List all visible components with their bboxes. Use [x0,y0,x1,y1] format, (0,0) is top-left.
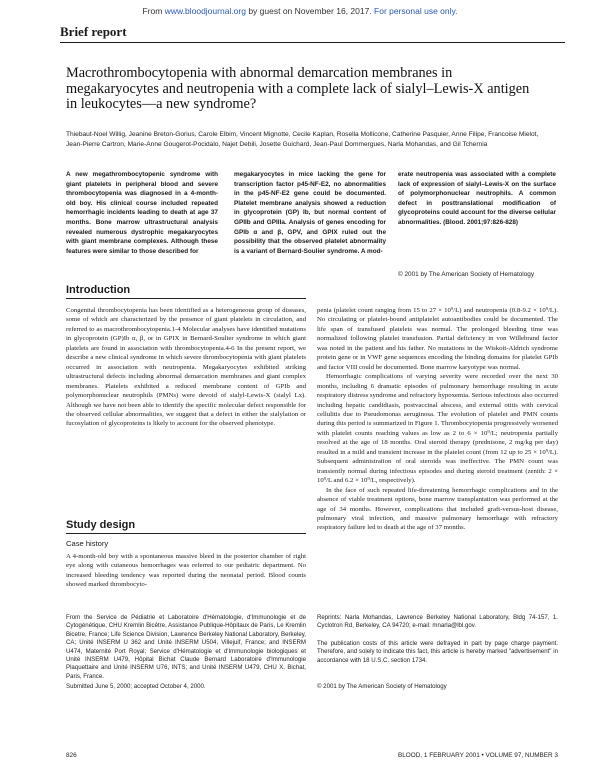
journal-issue: BLOOD, 1 FEBRUARY 2001 • VOLUME 97, NUMBER 3 [397,752,558,759]
article-title: Macrothrombocytopenia with abnormal demarcation membranes in megakaryocytes and neutropenia with a complete lack of sialyl–Lewis-X antigen in leukocytes—a new syndrome? [66,65,530,112]
study-heading: Study design [66,519,136,531]
abstract-column-3: erate neutropenia was associated with a complete lack of expression of sialyl–Lewis-X on the surface of polymorphonuclear neutrophils. A common defect in posttranslational modification of glycoproteins could account for the diverse cellular abnormalities. (Blood. 2001;97:826-828) [398,171,556,226]
intro-heading-rule [66,298,306,299]
intro-heading: Introduction [66,284,131,296]
submission-dates: Submitted June 5, 2000; accepted October 4, 2000. [66,683,206,690]
reprints-footnote: Reprints: Narla Mohandas, Lawrence Berkeley National Laboratory, Bldg 74-157, 1. Cyclotron Rd, Berkeley, CA 94720; e-mail: mnarla@lbl.gov. [317,614,558,630]
case-history-heading: Case history [66,539,109,548]
case-history-text [66,552,306,590]
right-column-text [317,306,558,533]
case-history-paragraph: A 4-month-old boy with a spontaneous massive bleed in the posterior chamber of right eye along with cutaneous hemorrhages was referred to our pediatric department. No increased bleeding tendency was reported during the neonatal period. Blood counts showed marked thrombocyto- [66,553,306,589]
study-heading-rule [66,533,306,534]
personal-use-note: For personal use only. [374,6,458,16]
page-number: 826 [66,752,77,759]
intro-text [66,306,306,429]
download-notice [0,6,600,16]
download-notice-prefix: From [142,6,165,16]
right-paragraph-3: In the face of such repeated life-threatening hemorrhagic complications and in the absence of viable treatment options, bone marrow transplantation was performed at the age of 34 months. However, complications that included graft-versus-host disease, pulmonary viral infection, and massive pulmonary hemorrhage with refractory respiratory failure led to death at the age of 37 months. [317,486,558,532]
abstract-column-1: A new megathrombocytopenic syndrome with giant platelets in peripheral blood and severe thrombocytopenia was diagnosed in a 4-month-old boy. His clinical course included repeated hemorrhagic incidents leading to death at age 37 months. Bone marrow ultrastructural analysis revealed numerous dystrophic megakaryocytes with giant membrane complexes. Although these features were similar to those described for [66,171,218,255]
abstract-copyright: © 2001 by The American Society of Hematology [398,271,535,278]
publication-costs-footnote: The publication costs of this article were defrayed in part by page charge payment. Therefore, and solely to indicate this fact, this article is hereby marked "advertisement" in accordance with 18 U.S.C. section 1734. [317,640,558,664]
abstract-column-2: megakaryocytes in mice lacking the gene for transcription factor p45-NF-E2, no abnormalities in the p45-NF-E2 gene could be documented. Platelet membrane analysis showed a reduction in glycoprotein (GP) Ib, but normal content of GPIIb and GPIIIa. Analysis of genes encoding for GPIb α and β, GPV, and GPIX ruled out the possibility that the observed platelet abnormality is a variant of Bernard-Soulier syndrome. A mod- [234,171,386,255]
footnote-copyright: © 2001 by The American Society of Hematology [317,683,447,690]
abstract [66,170,556,278]
section-header: Brief report [60,24,565,43]
intro-paragraph: Congenital thrombocytopenia has been identified as a heterogeneous group of diseases, some of which are characterized by the presence of giant platelets in circulation, and referred to as macrothrombocytopenia.1-4 Molecular analyses have identified mutations in glycoprotein (GP)Ib α, β, or in GPIX in Bernard-Soulier syndrome in which giant platelets are found in association with thrombocytopenia.4-6 In the present report, we describe a new clinical syndrome in which severe thrombocytopenia with giant platelets occurred in association with neutropenia. Megakaryocytes exhibited striking ultrastructural defects including abnormal demarcation membranes and giant complex membranes. Platelets exhibited a reduced membrane content of GPIb and polymorphonuclear neutrophils (PMNs) were devoid of sialyl-Lewis-X (sialyl Lx). Although we have not been able to identify the specific molecular defect responsible for the observed cellular abnormalities, we suggest that a defect in either the sialylation or fucosylation of glycoproteins is likely to account for the observed phenotype. [66,307,306,428]
affiliations-footnote: From the Service de Pédiatrie et Laboratoire d'Hématologie, d'Immunologie et de Cytogénétique, CHU Kremlin Bicêtre, Assistance Publique-Hôpitaux de Paris, Le Kremlin Bicetre, France; Life Science Division, Lawrence Berkeley National Laboratory, Berkeley, CA; Unité INSERM U 362 and Unité INSERM U504, Villejuif, France; and INSERM U474, Maternité Port Royal; Service d'Hématologie et d'Immunologie biologiques et Unité INSERM U479, Hôpital Bichat Claude Bernard Laboratoire d'Immunologie Plaquettaire and Unité INSERM U76, INTS; and Unité INSERM U479, CHU X. Bichat, Paris, France. [66,614,306,680]
download-notice-middle: by guest on November 16, 2017. [245,6,375,16]
right-paragraph-1: penia (platelet count ranging from 15 to 27 × 10⁹/L) and neutropenia (0.8-9.2 × 10⁹/L). No circulating or platelet-bound antiplatelet autoantibodies could be documented. The life span of transfused platelets was normal. The prolonged bleeding time was normalized following platelet transfusion. Partial deficiency in von Willebrand factor was noted in the patient and his father. No mutations in the Wiskott-Aldrich syndrome protein gene or in VWF gene sequences encoding the binding domains for platelet GPIb and factor VIII could be documented. Bone marrow karyotype was normal. [317,307,558,371]
author-list: Thiebaut-Noel Willig, Jeanine Breton-Gorius, Carole Elbim, Vincent Mignotte, Cecile Kaplan, Rosella Mollicone, Catherine Pasquier, Anne Filipe, Francoise Mielot, Jean-Pierre Cartron, Marie-Anne Gougerot-Pocidalo, Najet Debili, Josette Guichard, Jean-Paul Dommergues, Narla Mohandas, and Gil Tchernia [66,131,539,148]
journal-link[interactable]: www.bloodjournal.org [164,6,246,16]
right-paragraph-2: Hemorrhagic complications of varying severity were recorded over the next 30 months, including 6 dramatic episodes of pulmonary hemorrhage resulting in acute respiratory distress syndrome and refractory hypoxemia. Serious infectious also occurred including hepatic candidiasis, postvaccinal abscess, and external otitis with cervical cellulitis due to Pseudomonas aeruginosa. The evolution of platelet and PMN counts during this period is summarized in Figure 1. Thrombocytopenia progressively worsened with platelet counts reaching values as low as 2 to 6 × 10⁹/L; neutropenia partially resolved at the age of 18 months. Oral steroid therapy (prednisone, 2 mg/kg per day) resulted in a mild and transient increase in the platelet count (from 12 up to 25 × 10⁹/L). Subsequent administration of oral steroids was ineffective. The PMN count was transiently normal during infectious episodes and during steroid treatment (zenith: 2 × 10⁹/L and 6.2 × 10⁹/L, respectively). [317,373,558,485]
